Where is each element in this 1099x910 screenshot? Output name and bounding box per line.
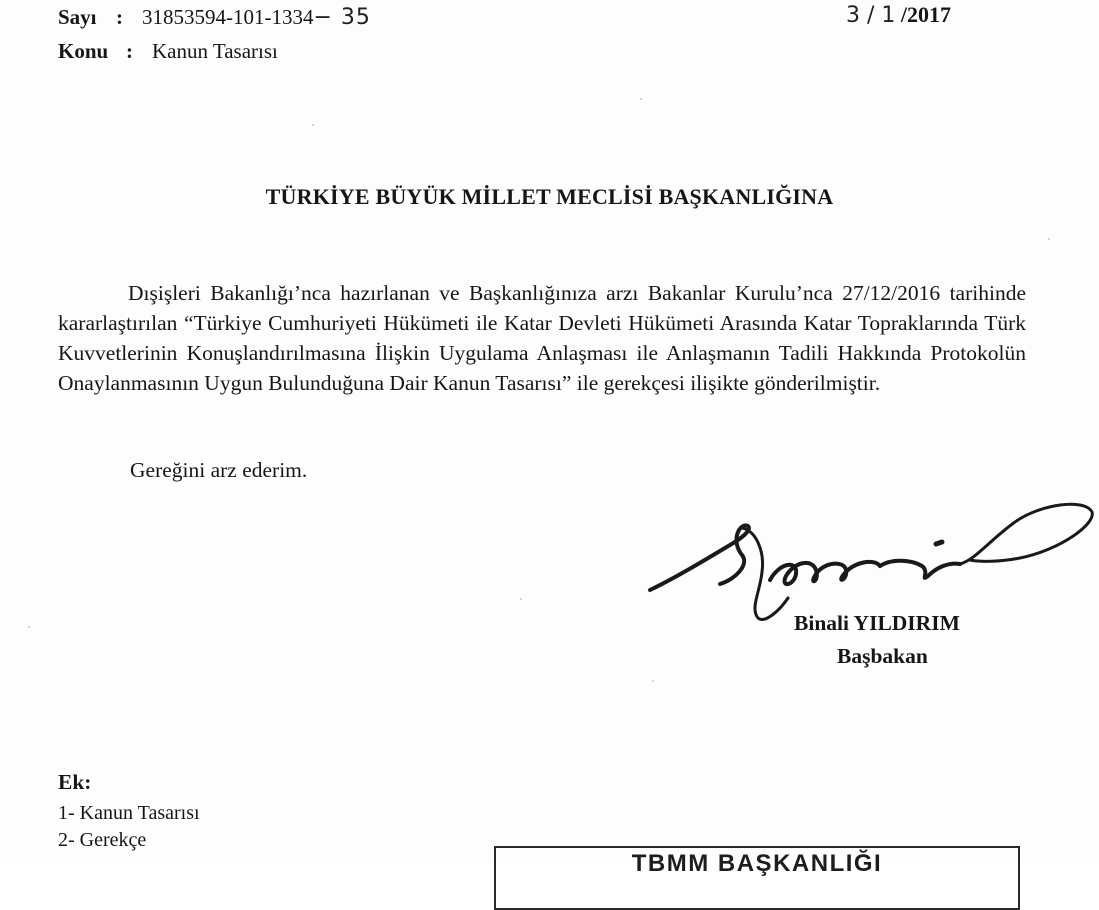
body-paragraph: Dışişleri Bakanlığı’nca hazırlanan ve Başkanlığınıza arzı Bakanlar Kurulu’nca 27/12/2016 tarihinde kararlaştırılan “Türkiye Cumhuriyeti Hükümeti ile Katar Devleti Hükümeti Arasında Katar Topraklarında Türk Kuvvetlerinin Konuşlandırılmasına İlişkin Uygulama Anlaşması ile Anlaşmanın Tadili Hakkında Protokolün Onaylanmasının Uygun Bulunduğuna Dair Kanun Tasarısı” ile gerekçesi ilişikte gönderilmiştir. [58,281,1026,395]
stamp-text: TBMM BAŞKANLIĞI [631,850,883,877]
document-date [846,2,951,28]
signer-name: Binali YILDIRIM [794,611,960,635]
attachment-item: 1- Kanun Tasarısı [58,802,200,824]
konu-colon: : [126,39,133,63]
sayi-handwritten-suffix: − 35 [313,5,371,30]
date-handwritten-part: 3 / 1 [846,3,896,28]
konu-value: Kanun Tasarısı [152,39,278,63]
registry-stamp [494,846,1020,910]
date-printed-part: /2017 [900,2,952,27]
signer-title: Başbakan [837,644,928,668]
paper-speck [312,124,314,126]
paper-speck [652,680,654,682]
attachments-heading: Ek: [58,770,92,794]
attachments-list [58,800,200,854]
sayi-label: Sayı [58,5,97,29]
reference-number-row [58,4,371,31]
recipient-heading: TÜRKİYE BÜYÜK MİLLET MECLİSİ BAŞKANLIĞINA [265,184,834,209]
sayi-value: 31853594-101-1334 [142,5,314,29]
paper-speck [520,598,522,600]
paper-speck [28,626,30,628]
closing-line: Gereğini arz ederim. [130,458,308,482]
paper-speck [640,98,642,100]
sayi-colon: : [116,5,123,29]
paper-speck [1048,238,1050,240]
subject-row [58,38,278,64]
attachment-item: 2- Gerekçe [58,829,147,851]
konu-label: Konu [58,39,109,63]
handwritten-signature [630,500,1099,620]
